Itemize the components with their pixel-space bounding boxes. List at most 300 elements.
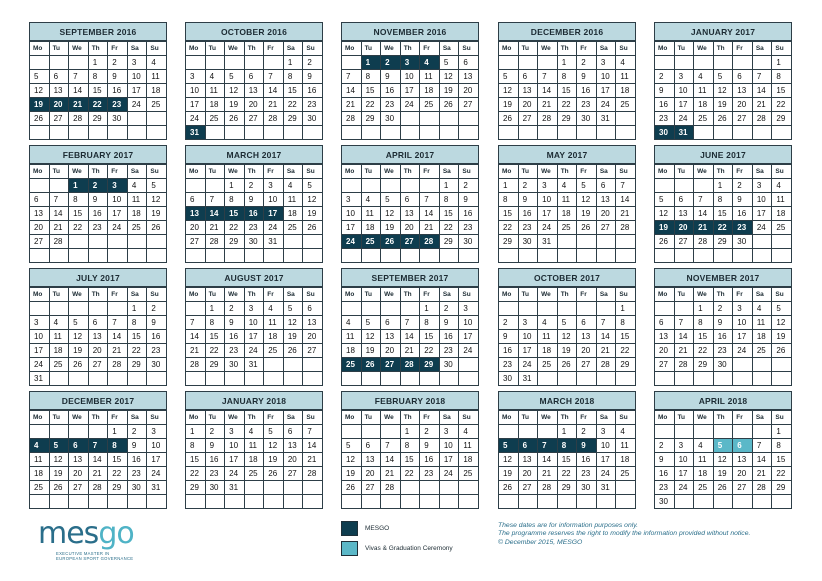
empty-cell — [69, 249, 89, 263]
week-row — [342, 249, 479, 263]
week-row — [30, 481, 167, 495]
day-cell: 12 — [577, 193, 597, 207]
empty-cell — [499, 495, 519, 509]
day-cell: 2 — [147, 302, 167, 316]
day-cell: 28 — [264, 112, 284, 126]
day-cell: 1 — [69, 179, 89, 193]
day-cell: 27 — [30, 235, 50, 249]
day-cell: 13 — [459, 70, 479, 84]
day-cell: 24 — [108, 221, 128, 235]
day-cell: 15 — [283, 84, 303, 98]
day-cell: 2 — [244, 179, 264, 193]
weekday-header: Th — [400, 288, 420, 302]
weekday-header: Mo — [655, 411, 675, 425]
day-cell: 16 — [655, 467, 675, 481]
empty-cell — [303, 372, 323, 386]
empty-cell — [88, 425, 108, 439]
day-cell: 7 — [381, 439, 401, 453]
day-cell: 12 — [713, 453, 733, 467]
day-cell: 9 — [459, 193, 479, 207]
day-cell: 19 — [655, 221, 675, 235]
day-cell: 15 — [439, 207, 459, 221]
month-table — [29, 41, 167, 140]
empty-cell — [694, 56, 714, 70]
weekday-header: Mo — [499, 165, 519, 179]
week-row — [499, 126, 636, 140]
empty-cell — [264, 372, 284, 386]
empty-cell — [733, 249, 753, 263]
empty-cell — [733, 126, 753, 140]
day-cell: 13 — [49, 84, 69, 98]
week-row — [655, 112, 792, 126]
week-row — [655, 495, 792, 509]
empty-cell — [518, 56, 538, 70]
empty-cell — [772, 235, 792, 249]
empty-cell — [381, 249, 401, 263]
empty-cell — [69, 425, 89, 439]
empty-cell — [147, 112, 167, 126]
logo-wordmark — [38, 518, 158, 550]
empty-cell — [283, 126, 303, 140]
day-cell: 15 — [772, 453, 792, 467]
day-cell: 12 — [225, 84, 245, 98]
day-cell: 18 — [205, 98, 225, 112]
day-cell: 16 — [655, 98, 675, 112]
day-cell: 26 — [381, 235, 401, 249]
weekday-header: We — [69, 165, 89, 179]
weekday-header: Su — [772, 411, 792, 425]
day-cell: 8 — [557, 70, 577, 84]
day-cell: 26 — [303, 221, 323, 235]
day-cell: 20 — [518, 467, 538, 481]
month-calendar — [498, 268, 636, 386]
weekday-header: Mo — [342, 165, 362, 179]
weekday-header: Th — [400, 42, 420, 56]
day-cell: 27 — [518, 481, 538, 495]
week-row — [342, 481, 479, 495]
empty-cell — [69, 126, 89, 140]
weekday-header: Fr — [420, 42, 440, 56]
empty-cell — [205, 249, 225, 263]
weekday-header: Sa — [283, 42, 303, 56]
day-cell: 23 — [655, 481, 675, 495]
day-cell: 6 — [400, 193, 420, 207]
day-cell: 23 — [244, 221, 264, 235]
day-cell: 11 — [361, 207, 381, 221]
weekday-header: Su — [147, 165, 167, 179]
day-cell: 6 — [88, 316, 108, 330]
week-row — [655, 70, 792, 84]
day-cell: 8 — [772, 70, 792, 84]
legend-vivas-swatch — [341, 541, 358, 556]
day-cell: 12 — [30, 84, 50, 98]
day-cell: 24 — [342, 235, 362, 249]
day-cell: 7 — [342, 70, 362, 84]
day-cell: 21 — [616, 207, 636, 221]
week-row — [499, 344, 636, 358]
day-cell: 18 — [283, 207, 303, 221]
day-cell: 11 — [616, 439, 636, 453]
empty-cell — [225, 56, 245, 70]
month-calendar — [498, 145, 636, 263]
day-cell: 4 — [283, 179, 303, 193]
day-cell: 4 — [459, 425, 479, 439]
day-cell: 26 — [283, 344, 303, 358]
month-table — [185, 41, 323, 140]
day-cell: 27 — [655, 358, 675, 372]
day-cell: 17 — [439, 453, 459, 467]
week-row — [499, 372, 636, 386]
empty-cell — [186, 179, 206, 193]
week-row — [499, 316, 636, 330]
weekday-header: Su — [303, 42, 323, 56]
weekday-header: Fr — [108, 288, 128, 302]
weekday-header: Tu — [361, 165, 381, 179]
day-cell: 29 — [88, 112, 108, 126]
empty-cell — [596, 235, 616, 249]
day-cell: 19 — [713, 467, 733, 481]
day-cell: 15 — [205, 330, 225, 344]
weekday-header: Mo — [655, 42, 675, 56]
day-cell: 23 — [499, 358, 519, 372]
weekday-header: Su — [616, 165, 636, 179]
empty-cell — [342, 249, 362, 263]
weekday-header: Fr — [577, 42, 597, 56]
week-row — [655, 453, 792, 467]
day-cell: 3 — [244, 302, 264, 316]
month-table — [654, 164, 792, 263]
day-cell: 28 — [674, 358, 694, 372]
day-cell: 8 — [69, 193, 89, 207]
day-cell: 7 — [49, 193, 69, 207]
day-cell: 22 — [186, 467, 206, 481]
day-cell: 16 — [108, 84, 128, 98]
weekday-header: Mo — [655, 288, 675, 302]
day-cell: 29 — [557, 481, 577, 495]
day-cell: 4 — [420, 56, 440, 70]
legend-mesgo-swatch — [341, 521, 358, 536]
empty-cell — [752, 372, 772, 386]
day-cell: 19 — [499, 467, 519, 481]
month-title: APRIL 2017 — [341, 145, 479, 164]
day-cell: 6 — [49, 70, 69, 84]
day-cell: 10 — [674, 453, 694, 467]
week-row — [655, 179, 792, 193]
weekday-header: Fr — [733, 165, 753, 179]
day-cell: 13 — [283, 439, 303, 453]
day-cell: 17 — [733, 330, 753, 344]
week-row — [186, 221, 323, 235]
day-cell: 13 — [361, 453, 381, 467]
empty-cell — [616, 235, 636, 249]
day-cell: 21 — [752, 467, 772, 481]
day-cell: 24 — [538, 221, 558, 235]
empty-cell — [557, 235, 577, 249]
week-row — [499, 358, 636, 372]
day-cell: 20 — [596, 207, 616, 221]
day-cell: 7 — [186, 316, 206, 330]
weekday-header: Fr — [420, 411, 440, 425]
week-row — [30, 56, 167, 70]
week-row — [499, 235, 636, 249]
empty-cell — [342, 126, 362, 140]
day-cell: 22 — [499, 221, 519, 235]
day-cell: 17 — [30, 344, 50, 358]
month-table — [498, 287, 636, 386]
day-cell: 27 — [577, 358, 597, 372]
week-row — [186, 70, 323, 84]
day-cell: 25 — [264, 344, 284, 358]
day-cell: 2 — [577, 56, 597, 70]
empty-cell — [30, 126, 50, 140]
day-cell: 22 — [205, 344, 225, 358]
weekday-header: Th — [88, 165, 108, 179]
week-row — [499, 495, 636, 509]
week-row — [30, 439, 167, 453]
week-row — [655, 235, 792, 249]
weekday-header: Fr — [108, 411, 128, 425]
weekday-header: We — [538, 42, 558, 56]
day-cell: 30 — [439, 358, 459, 372]
empty-cell — [616, 481, 636, 495]
weekday-header: Su — [147, 42, 167, 56]
day-cell: 10 — [342, 207, 362, 221]
day-cell: 23 — [420, 467, 440, 481]
empty-cell — [49, 179, 69, 193]
empty-cell — [733, 358, 753, 372]
day-cell: 3 — [674, 70, 694, 84]
day-cell: 19 — [713, 98, 733, 112]
weekday-header: Su — [772, 42, 792, 56]
day-cell: 11 — [283, 193, 303, 207]
day-cell: 9 — [127, 439, 147, 453]
week-row — [655, 344, 792, 358]
day-cell: 1 — [127, 302, 147, 316]
empty-cell — [127, 372, 147, 386]
day-cell: 25 — [205, 112, 225, 126]
month-title: MARCH 2017 — [185, 145, 323, 164]
empty-cell — [772, 495, 792, 509]
day-cell: 18 — [459, 453, 479, 467]
weekday-header: Th — [244, 42, 264, 56]
empty-cell — [147, 235, 167, 249]
day-cell: 6 — [69, 439, 89, 453]
weekday-header: We — [69, 411, 89, 425]
weekday-header: Fr — [264, 288, 284, 302]
day-cell: 16 — [577, 84, 597, 98]
day-cell: 6 — [361, 439, 381, 453]
day-cell: 24 — [752, 221, 772, 235]
empty-cell — [108, 126, 128, 140]
week-row — [655, 56, 792, 70]
empty-cell — [459, 126, 479, 140]
day-cell: 27 — [733, 112, 753, 126]
disclaimer-line-1: These dates are for information purposes only. — [498, 522, 639, 529]
day-cell: 7 — [205, 193, 225, 207]
empty-cell — [361, 249, 381, 263]
day-cell: 12 — [342, 453, 362, 467]
disclaimer — [498, 522, 818, 547]
week-row — [655, 372, 792, 386]
day-cell: 16 — [518, 207, 538, 221]
day-cell: 2 — [499, 316, 519, 330]
empty-cell — [108, 495, 128, 509]
day-cell: 7 — [752, 439, 772, 453]
day-cell: 18 — [772, 207, 792, 221]
weekday-header: Sa — [752, 288, 772, 302]
day-cell: 12 — [499, 84, 519, 98]
empty-cell — [694, 495, 714, 509]
day-cell: 26 — [49, 481, 69, 495]
weekday-header-row — [342, 165, 479, 179]
empty-cell — [88, 302, 108, 316]
day-cell: 13 — [674, 207, 694, 221]
day-cell: 3 — [752, 179, 772, 193]
weekday-header: Sa — [439, 288, 459, 302]
day-cell: 9 — [303, 70, 323, 84]
day-cell: 30 — [225, 358, 245, 372]
week-row — [30, 126, 167, 140]
week-row — [30, 70, 167, 84]
day-cell: 18 — [538, 344, 558, 358]
day-cell: 12 — [381, 207, 401, 221]
day-cell: 28 — [108, 358, 128, 372]
day-cell: 14 — [342, 84, 362, 98]
empty-cell — [49, 372, 69, 386]
week-row — [655, 302, 792, 316]
day-cell: 9 — [713, 316, 733, 330]
day-cell: 10 — [674, 84, 694, 98]
empty-cell — [538, 425, 558, 439]
empty-cell — [616, 495, 636, 509]
empty-cell — [752, 495, 772, 509]
day-cell: 7 — [264, 70, 284, 84]
day-cell: 17 — [596, 453, 616, 467]
day-cell: 14 — [108, 330, 128, 344]
day-cell: 1 — [557, 56, 577, 70]
day-cell: 20 — [49, 98, 69, 112]
weekday-header: Su — [459, 42, 479, 56]
day-cell: 20 — [400, 221, 420, 235]
day-cell: 5 — [147, 179, 167, 193]
day-cell: 22 — [557, 98, 577, 112]
day-cell: 18 — [557, 207, 577, 221]
day-cell: 14 — [538, 84, 558, 98]
day-cell: 11 — [205, 84, 225, 98]
weekday-header-row — [499, 165, 636, 179]
day-cell: 26 — [655, 235, 675, 249]
week-row — [30, 302, 167, 316]
day-cell: 28 — [596, 358, 616, 372]
week-row — [186, 439, 323, 453]
day-cell: 7 — [400, 316, 420, 330]
week-row — [499, 70, 636, 84]
weekday-header: Sa — [596, 288, 616, 302]
day-cell: 11 — [694, 453, 714, 467]
weekday-header: We — [694, 288, 714, 302]
day-cell: 5 — [49, 439, 69, 453]
day-cell: 5 — [361, 316, 381, 330]
day-cell: 3 — [108, 179, 128, 193]
weekday-header: Tu — [205, 42, 225, 56]
day-cell: 4 — [205, 70, 225, 84]
empty-cell — [30, 56, 50, 70]
day-cell: 25 — [616, 98, 636, 112]
empty-cell — [49, 249, 69, 263]
day-cell: 16 — [499, 344, 519, 358]
day-cell: 15 — [557, 84, 577, 98]
weekday-header: Mo — [499, 288, 519, 302]
day-cell: 14 — [381, 453, 401, 467]
day-cell: 20 — [459, 84, 479, 98]
day-cell: 23 — [205, 467, 225, 481]
day-cell: 9 — [655, 84, 675, 98]
day-cell: 11 — [459, 439, 479, 453]
day-cell: 7 — [538, 70, 558, 84]
day-cell: 12 — [303, 193, 323, 207]
weekday-header: Fr — [264, 411, 284, 425]
empty-cell — [400, 179, 420, 193]
day-cell: 25 — [694, 481, 714, 495]
weekday-header: Th — [88, 411, 108, 425]
empty-cell — [186, 249, 206, 263]
day-cell: 8 — [616, 316, 636, 330]
day-cell: 27 — [49, 112, 69, 126]
day-cell: 30 — [303, 112, 323, 126]
weekday-header: Su — [459, 165, 479, 179]
day-cell: 3 — [225, 425, 245, 439]
day-cell: 26 — [713, 112, 733, 126]
weekday-header: Fr — [108, 165, 128, 179]
empty-cell — [655, 425, 675, 439]
day-cell: 10 — [400, 70, 420, 84]
day-cell: 16 — [147, 330, 167, 344]
day-cell: 31 — [225, 481, 245, 495]
week-row — [342, 207, 479, 221]
day-cell: 1 — [108, 425, 128, 439]
empty-cell — [400, 302, 420, 316]
empty-cell — [69, 495, 89, 509]
day-cell: 13 — [577, 330, 597, 344]
day-cell: 25 — [49, 358, 69, 372]
empty-cell — [381, 495, 401, 509]
day-cell: 16 — [733, 207, 753, 221]
day-cell: 18 — [694, 98, 714, 112]
day-cell: 7 — [538, 439, 558, 453]
day-cell: 17 — [225, 453, 245, 467]
day-cell: 18 — [49, 344, 69, 358]
day-cell: 6 — [733, 439, 753, 453]
weekday-header-row — [186, 42, 323, 56]
weekday-header-row — [499, 288, 636, 302]
day-cell: 2 — [381, 56, 401, 70]
day-cell: 3 — [538, 179, 558, 193]
empty-cell — [459, 249, 479, 263]
day-cell: 10 — [752, 193, 772, 207]
empty-cell — [420, 179, 440, 193]
month-calendar — [498, 22, 636, 140]
day-cell: 27 — [459, 98, 479, 112]
day-cell: 3 — [30, 316, 50, 330]
day-cell: 11 — [557, 193, 577, 207]
weekday-header: Su — [616, 411, 636, 425]
day-cell: 10 — [225, 439, 245, 453]
empty-cell — [752, 126, 772, 140]
weekday-header: Th — [557, 165, 577, 179]
empty-cell — [557, 249, 577, 263]
day-cell: 11 — [538, 330, 558, 344]
day-cell: 10 — [518, 330, 538, 344]
